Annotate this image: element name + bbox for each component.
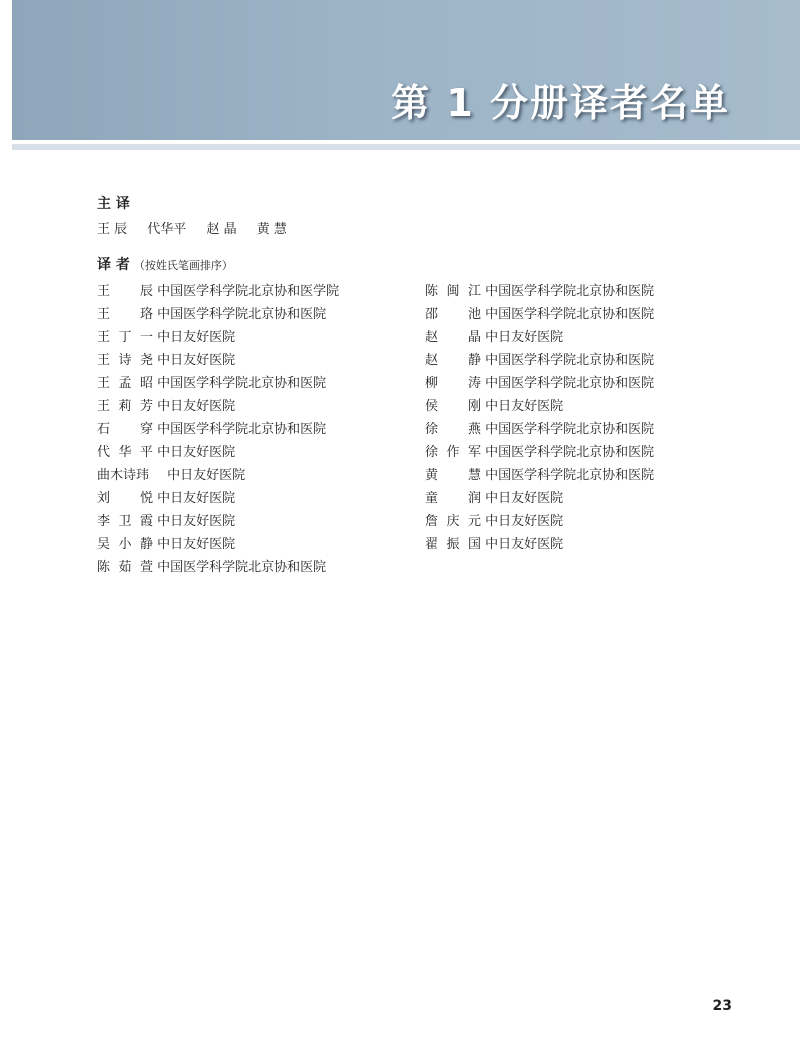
translator-affiliation: 中日友好医院 (157, 491, 236, 506)
translator-affiliation: 中日友好医院 (157, 514, 236, 529)
translator-affiliation: 中日友好医院 (485, 514, 564, 529)
translator-row (97, 487, 339, 510)
chief-translators-heading (97, 193, 130, 213)
translator-name: 赵 静 (425, 353, 481, 368)
translator-name: 侯 刚 (425, 399, 481, 414)
translator-name: 黄 慧 (425, 468, 481, 483)
translator-name: 王 辰 (97, 284, 153, 299)
translator-name: 陈闽江 (425, 284, 481, 299)
translator-row (425, 280, 654, 303)
translator-row (97, 372, 339, 395)
translator-row (425, 418, 654, 441)
translator-name: 王 珞 (97, 307, 153, 322)
translator-row (425, 441, 654, 464)
translator-row (425, 487, 654, 510)
translator-affiliation: 中日友好医院 (157, 445, 236, 460)
translator-name: 邵 池 (425, 307, 481, 322)
translator-name: 赵 晶 (425, 330, 481, 345)
chief-translator-name: 赵 晶 (206, 222, 237, 237)
translator-row (97, 533, 339, 556)
page-number: 23 (712, 998, 732, 1014)
translator-row (97, 303, 339, 326)
translator-affiliation: 中日友好医院 (157, 330, 236, 345)
translator-row (97, 441, 339, 464)
translator-name: 刘 悦 (97, 491, 153, 506)
translator-list-left (97, 280, 339, 579)
translator-affiliation: 中国医学科学院北京协和医院 (485, 307, 655, 322)
translators-heading (97, 254, 233, 274)
translator-affiliation: 中国医学科学院北京协和医院 (157, 560, 327, 575)
sort-order-note: （按姓氏笔画排序） (133, 259, 233, 272)
translator-affiliation: 中日友好医院 (157, 353, 236, 368)
translator-name: 王孟昭 (97, 376, 153, 391)
chief-translator-name: 黄 慧 (256, 222, 287, 237)
translator-row (425, 395, 654, 418)
translator-affiliation: 中国医学科学院北京协和医院 (157, 307, 327, 322)
translator-affiliation: 中国医学科学院北京协和医院 (485, 353, 655, 368)
translator-name: 李卫霞 (97, 514, 153, 529)
translator-row (425, 349, 654, 372)
translator-row (97, 510, 339, 533)
translator-name: 吴小静 (97, 537, 153, 552)
chief-translator-name: 王 辰 (97, 222, 128, 237)
translator-name: 詹庆元 (425, 514, 481, 529)
translator-affiliation: 中日友好医院 (485, 330, 564, 345)
translator-row (97, 556, 339, 579)
translator-affiliation: 中国医学科学院北京协和医院 (485, 445, 655, 460)
translator-row (425, 326, 654, 349)
translator-affiliation: 中日友好医院 (157, 537, 236, 552)
translator-row (425, 464, 654, 487)
translator-list-right (425, 280, 654, 556)
translator-name: 翟振国 (425, 537, 481, 552)
translator-affiliation: 中国医学科学院北京协和医院 (485, 376, 655, 391)
translator-affiliation: 中国医学科学院北京协和医院 (485, 422, 655, 437)
translator-affiliation: 中日友好医院 (485, 399, 564, 414)
chief-heading-label: 主 译 (97, 196, 130, 212)
translator-affiliation: 中国医学科学院北京协和医院 (157, 422, 327, 437)
translator-name: 代华平 (97, 445, 153, 460)
translator-row (425, 303, 654, 326)
translator-affiliation: 中国医学科学院北京协和医院 (485, 284, 655, 299)
translator-name: 王诗尧 (97, 353, 153, 368)
translator-name: 陈茹萱 (97, 560, 153, 575)
translator-row (97, 464, 339, 487)
translator-name: 石 穿 (97, 422, 153, 437)
translator-row (425, 510, 654, 533)
translator-name: 徐 燕 (425, 422, 481, 437)
chief-translators-list (97, 218, 303, 237)
translator-affiliation: 中国医学科学院北京协和医院 (157, 376, 327, 391)
translator-name: 王莉芳 (97, 399, 153, 414)
translator-affiliation: 中国医学科学院北京协和医学院 (157, 284, 340, 299)
translator-row (425, 372, 654, 395)
header-divider (12, 144, 800, 150)
chief-translator-name: 代华平 (147, 222, 187, 237)
translator-affiliation: 中日友好医院 (485, 491, 564, 506)
translators-heading-label: 译 者 (97, 257, 130, 273)
translator-name: 徐作军 (425, 445, 481, 460)
translator-affiliation: 中日友好医院 (485, 537, 564, 552)
translator-row (97, 280, 339, 303)
translator-row (97, 349, 339, 372)
translator-name: 王丁一 (97, 330, 153, 345)
translator-name: 曲木诗玮 (97, 468, 150, 483)
translator-affiliation: 中日友好医院 (157, 399, 236, 414)
translator-row (425, 533, 654, 556)
translator-name: 柳 涛 (425, 376, 481, 391)
translator-row (97, 418, 339, 441)
translator-name: 童 润 (425, 491, 481, 506)
translator-affiliation: 中国医学科学院北京协和医院 (485, 468, 655, 483)
translator-affiliation: 中日友好医院 (167, 468, 246, 483)
translator-row (97, 326, 339, 349)
translator-row (97, 395, 339, 418)
page-title: 第 1 分册译者名单 (391, 81, 730, 125)
